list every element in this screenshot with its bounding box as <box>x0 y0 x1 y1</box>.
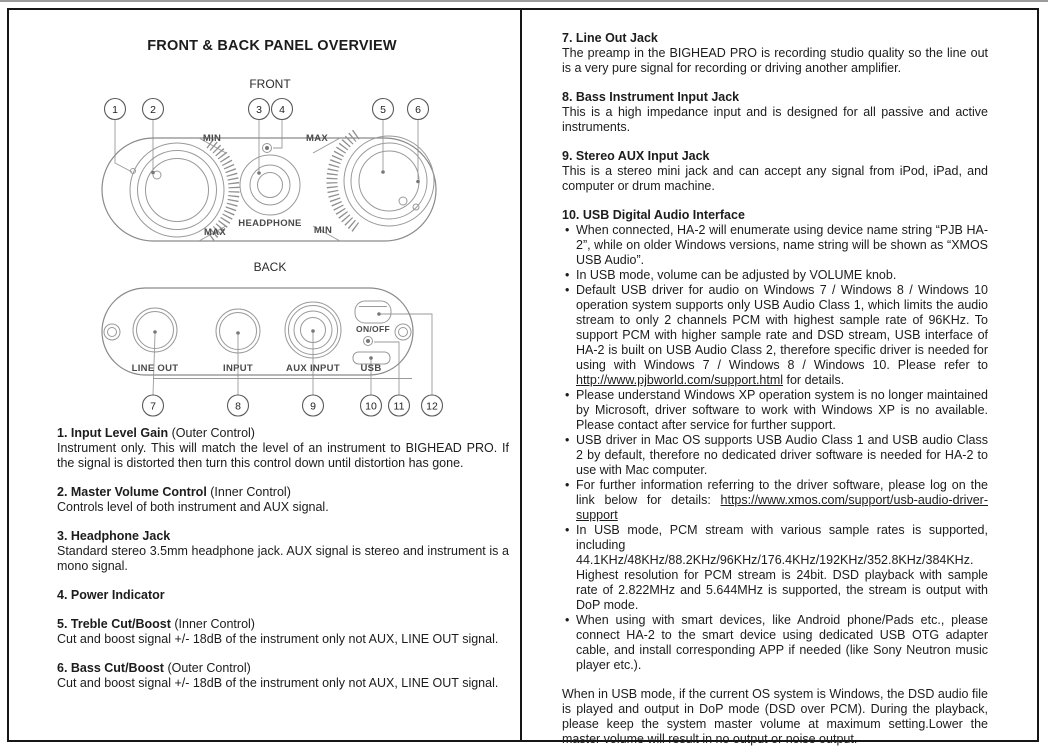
usb-bullet-1: • When connected, HA-2 will enumerate using device name string “PJB HA-2”, while on older Windows versions, name string will be shown as “XMOS USB Audio”. <box>576 223 988 268</box>
item-1-note: (Outer Control) <box>168 426 255 440</box>
item-6-body: Cut and boost signal +/- 18dB of the instrument only not AUX, LINE OUT signal. <box>57 676 499 690</box>
item-1-label: 1. Input Level Gain <box>57 426 169 440</box>
back-callouts <box>143 395 443 416</box>
item-5-body: Cut and boost signal +/- 18dB of the instrument only not AUX, LINE OUT signal. <box>57 632 499 646</box>
item-2-note: (Inner Control) <box>206 485 291 499</box>
line-out-label: LINE OUT <box>131 363 179 374</box>
screw-left <box>104 324 120 340</box>
usb-bullet-8: • When using with smart devices, like Android phone/Pads etc., please connect HA-2 to the smart device using dedicated USB OTG adapter cable, and install corresponding APP if needed (like Sony Neutron music player etc.). <box>576 613 988 673</box>
usb-bullet-3 <box>576 283 988 388</box>
max-label-right: MAX <box>305 133 329 144</box>
callout-9: 9 <box>310 400 316 413</box>
item-8 <box>562 90 988 135</box>
front-panel-diagram <box>95 95 445 260</box>
item-7-label: 7. Line Out Jack <box>562 31 658 45</box>
item-2-label: 2. Master Volume Control <box>57 485 207 499</box>
item-1 <box>57 426 509 471</box>
usb-bullet-3-tail: for details. <box>783 373 845 387</box>
xmos-support-link[interactable]: https://www.xmos.com/support/usb-audio-driver-support <box>576 493 988 522</box>
usb-bullet-list <box>562 223 988 673</box>
item-6-label: 6. Bass Cut/Boost <box>57 661 164 675</box>
scan-edge-artifact <box>0 0 1048 2</box>
callout-4: 4 <box>279 103 285 116</box>
item-3-body: Standard stereo 3.5mm headphone jack. AUX signal is stereo and instrument is a mono signal. <box>57 544 509 573</box>
usb-bullet-2: • In USB mode, volume can be adjusted by VOLUME knob. <box>576 268 988 283</box>
item-5 <box>57 617 509 647</box>
item-2 <box>57 485 509 515</box>
item-8-body: This is a high impedance input and is designed for all passive and active instruments. <box>562 105 988 134</box>
callout-11: 11 <box>393 400 405 413</box>
back-diagram-caption: BACK <box>253 260 287 274</box>
usb-bullet-6-text: For further information referring to the driver software, please log on the link below for details: <box>576 478 988 507</box>
usb-bullet-5: • USB driver in Mac OS supports USB Audio Class 1 and USB audio Class 2 by default, therefore no dedicated driver software is needed for HA-2 to use with Mac computer. <box>576 433 988 478</box>
page-title: FRONT & BACK PANEL OVERVIEW <box>147 38 397 54</box>
callout-3: 3 <box>256 103 262 116</box>
callout-7: 7 <box>150 400 156 413</box>
item-6-note: (Outer Control) <box>163 661 251 675</box>
callout-2: 2 <box>150 103 156 116</box>
callout-6: 6 <box>415 103 421 116</box>
input-label: INPUT <box>223 363 253 374</box>
min-label-right: MIN <box>313 225 333 236</box>
item-10-label: 10. USB Digital Audio Interface <box>562 208 745 222</box>
item-7-body: The preamp in the BIGHEAD PRO is recording studio quality so the line out is a very pure signal for recording or driving another amplifier. <box>562 46 988 75</box>
item-6 <box>57 661 509 691</box>
on-off-switch <box>355 301 391 323</box>
usb-bullet-6 <box>576 478 988 523</box>
power-led-back <box>364 337 373 346</box>
callout-1: 1 <box>112 103 118 116</box>
item-3-label: 3. Headphone Jack <box>57 529 171 543</box>
treble-and-bass-knob <box>344 136 434 226</box>
screw-right <box>395 324 411 340</box>
front-diagram-caption: FRONT <box>249 77 291 91</box>
column-divider <box>520 8 522 742</box>
item-9-body: This is a stereo mini jack and can accept any signal from iPod, iPad, and computer or drum machine. <box>562 164 988 193</box>
usb-bullet-3-text: Default USB driver for audio on Windows 7 / Windows 8 / Windows 10 operation system supports only USB Audio Class 1, which limits the audio stream to only 2 channels PCM with highest sample rate of 96KHz. To support PCM with higher sample rate and DSD stream, USB interface of HA-2 is built on USB Audio Class 2, therefore specific driver is needed for using with Windows 7 / Windows 8 / Windows 10. Please refer to <box>576 283 988 372</box>
aux-input-label: AUX INPUT <box>286 363 340 374</box>
pjbworld-support-link[interactable]: http://www.pjbworld.com/support.html <box>576 373 784 387</box>
item-4 <box>57 588 509 603</box>
max-label-left: MAX <box>203 227 227 238</box>
power-indicator-led <box>263 144 272 153</box>
item-2-body: Controls level of both instrument and AUX signal. <box>57 500 329 514</box>
item-5-note: (Inner Control) <box>170 617 255 631</box>
item-5-label: 5. Treble Cut/Boost <box>57 617 171 631</box>
item-9-label: 9. Stereo AUX Input Jack <box>562 149 710 163</box>
callout-5: 5 <box>380 103 386 116</box>
item-10 <box>562 208 988 673</box>
closing-paragraph: When in USB mode, if the current OS system is Windows, the DSD audio file is played and output in DoP mode (DSD over PCM). During the playback, please keep the system master volume at maximum setting.Lower the master volume will result in no output or noise output. <box>562 687 988 746</box>
left-column <box>57 426 509 705</box>
callout-8: 8 <box>235 400 241 413</box>
item-1-body: Instrument only. This will match the level of an instrument to BIGHEAD PRO. If the signal is distorted then turn this control down until distortion has gone. <box>57 441 509 470</box>
item-9 <box>562 149 988 194</box>
gain-tick-marks <box>210 143 234 236</box>
on-off-label: ON/OFF <box>356 324 390 334</box>
min-label-left: MIN <box>202 133 222 144</box>
front-callouts <box>105 99 429 120</box>
item-7 <box>562 31 988 76</box>
right-column <box>562 31 988 750</box>
usb-label: USB <box>360 363 382 374</box>
headphone-jack <box>240 155 300 215</box>
item-3 <box>57 529 509 574</box>
callout-12: 12 <box>426 400 438 413</box>
callout-10: 10 <box>365 400 377 413</box>
item-8-label: 8. Bass Instrument Input Jack <box>562 90 740 104</box>
back-leader-lines <box>153 314 432 395</box>
headphone-label: HEADPHONE <box>238 218 302 229</box>
usb-bullet-4: • Please understand Windows XP operation system is no longer maintained by Microsoft, driver software to work with Windows XP is no available. Please contact after service for further support. <box>576 388 988 433</box>
back-panel-diagram <box>95 255 445 423</box>
input-gain-and-volume-knob <box>130 143 227 238</box>
item-4-label: 4. Power Indicator <box>57 588 165 602</box>
usb-bullet-7: • In USB mode, PCM stream with various sample rates is supported, including 44.1KHz/48KHz/88.2KHz/96KHz/176.4KHz/192KHz/352.8KHz/384KHz. Highest resolution for PCM stream is 24bit. DSD playback with sample rate of 2.822MHz and 5.644MHz is supported, the stream is output with DoP mode. <box>576 523 988 613</box>
